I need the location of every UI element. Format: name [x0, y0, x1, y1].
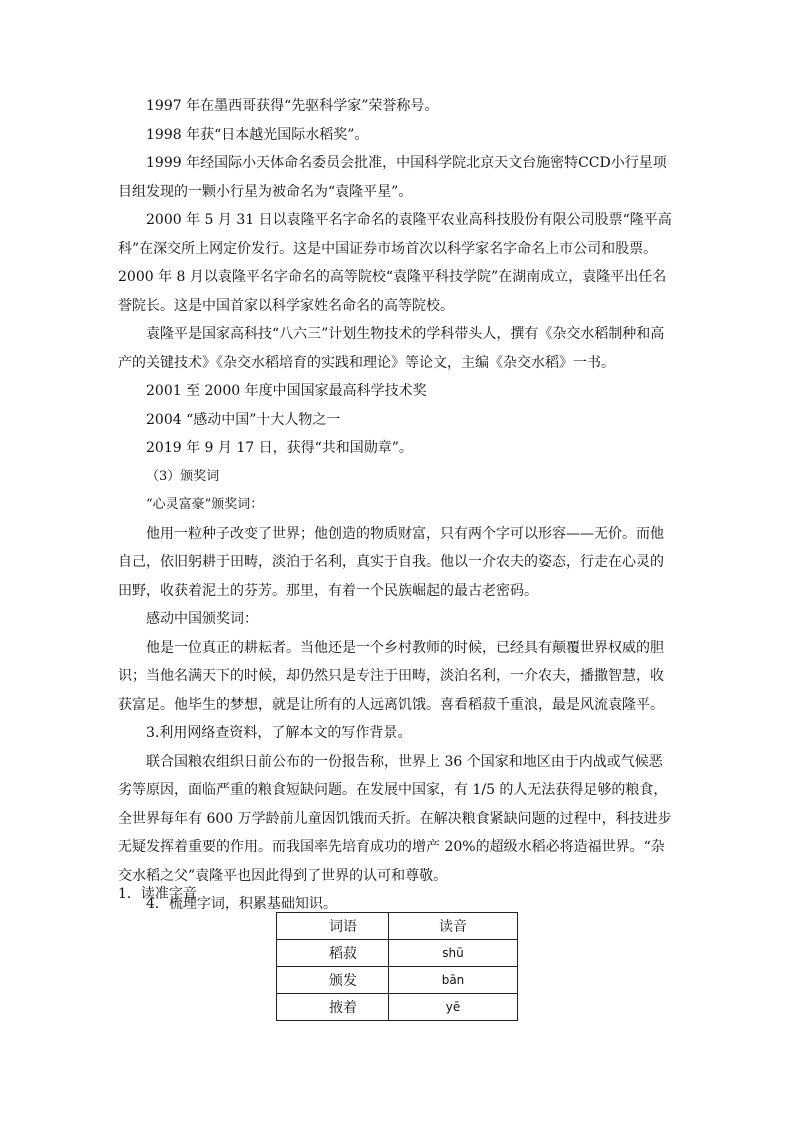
table-row	[277, 940, 518, 967]
paragraph: 1999 年经国际小天体命名委员会批准，中国科学院北京天文台施密特CCD小行星项目组发现的一颗小行星为被命名为“袁隆平星”。	[118, 155, 667, 200]
word-cell: 稻菽	[277, 940, 389, 967]
subheading: （3）颁奖词	[146, 468, 220, 484]
word-cell: 颁发	[277, 967, 389, 994]
word-cell: 掖着	[277, 994, 389, 1021]
paragraph: 2001 至 2000 年度中国国家最高科学技术奖	[146, 383, 427, 399]
reading-cell: bān	[389, 967, 518, 994]
paragraph: 联合国粮农组织日前公布的一份报告称，世界上 36 个国家和地区由于内战或气候恶劣等原因，面临严重的粮食短缺问题。在发展中国家，有 1/5 的人无法获得足够的粮食，全世界每年有 600 万学龄前儿童因饥饿而夭折。在解决粮食紧缺问题的过程中，科技进步无疑发挥着重要的作用。而我国率先培育成功的增产 20%的超级水稻必将造福世界。“杂交水稻之父”袁隆平也因此得到了世界的认可和尊敬。	[118, 753, 672, 884]
reading-cell: yē	[389, 994, 518, 1021]
pronunciation-table	[276, 912, 518, 1021]
document-body	[118, 92, 676, 919]
section-label: 1．读准字音	[118, 886, 197, 902]
subheading: “心灵富豪”颁奖词：	[146, 497, 264, 512]
paragraph: 1997 年在墨西哥获得“先驱科学家”荣誉称号。	[146, 98, 439, 114]
reading-cell: shū	[389, 940, 518, 967]
paragraph: 他用一粒种子改变了世界；他创造的物质财富，只有两个字可以形容——无价。而他自己，依旧躬耕于田畴，淡泊于名利，真实于自我。他以一介农夫的姿态，行走在心灵的田野，收获着泥土的芬芳。那里，有着一个民族崛起的最古老密码。	[118, 525, 664, 599]
subheading: 3.利用网络查资料，了解本文的写作背景。	[146, 725, 412, 741]
subheading: 4．梳理字词，积累基础知识。	[146, 896, 337, 912]
subheading: 感动中国颁奖词：	[146, 611, 258, 627]
paragraph: 2000 年 5 月 31 日以袁隆平名字命名的袁隆平农业高科技股份有限公司股票“隆平高科”在深交所上网定价发行。这是中国证券市场首次以科学家名字命名上市公司和股票。 2000 年 8 月以袁隆平名字命名的高等院校“袁隆平科技学院”在湖南成立，袁隆平出任名誉院长。这是中国首家以科学家姓名命名的高等院校。	[118, 212, 672, 314]
column-header-word: 词语	[277, 913, 389, 940]
paragraph: 袁隆平是国家高科技“八六三”计划生物技术的学科带头人，撰有《杂交水稻制种和高产的关键技术》《杂交水稻培育的实践和理论》等论文，主编《杂交水稻》一书。	[118, 326, 665, 371]
paragraph: 2004 “感动中国”十大人物之一	[146, 411, 341, 428]
table-header-row	[277, 913, 518, 940]
paragraph: 1998 年获“日本越光国际水稻奖”。	[146, 126, 369, 143]
paragraph: 他是一位真正的耕耘者。当他还是一个乡村教师的时候，已经具有颠覆世界权威的胆识；当他名满天下的时候，却仍然只是专注于田畴，淡泊名利，一介农夫，播撒智慧，收获富足。他毕生的梦想，就是让所有的人远离饥饿。喜看稻菽千重浪，最是风流袁隆平。	[118, 639, 664, 713]
paragraph: 2019 年 9 月 17 日，获得“共和国勋章”。	[146, 440, 413, 456]
table-row	[277, 967, 518, 994]
table-row	[277, 994, 518, 1021]
column-header-reading: 读音	[389, 913, 518, 940]
